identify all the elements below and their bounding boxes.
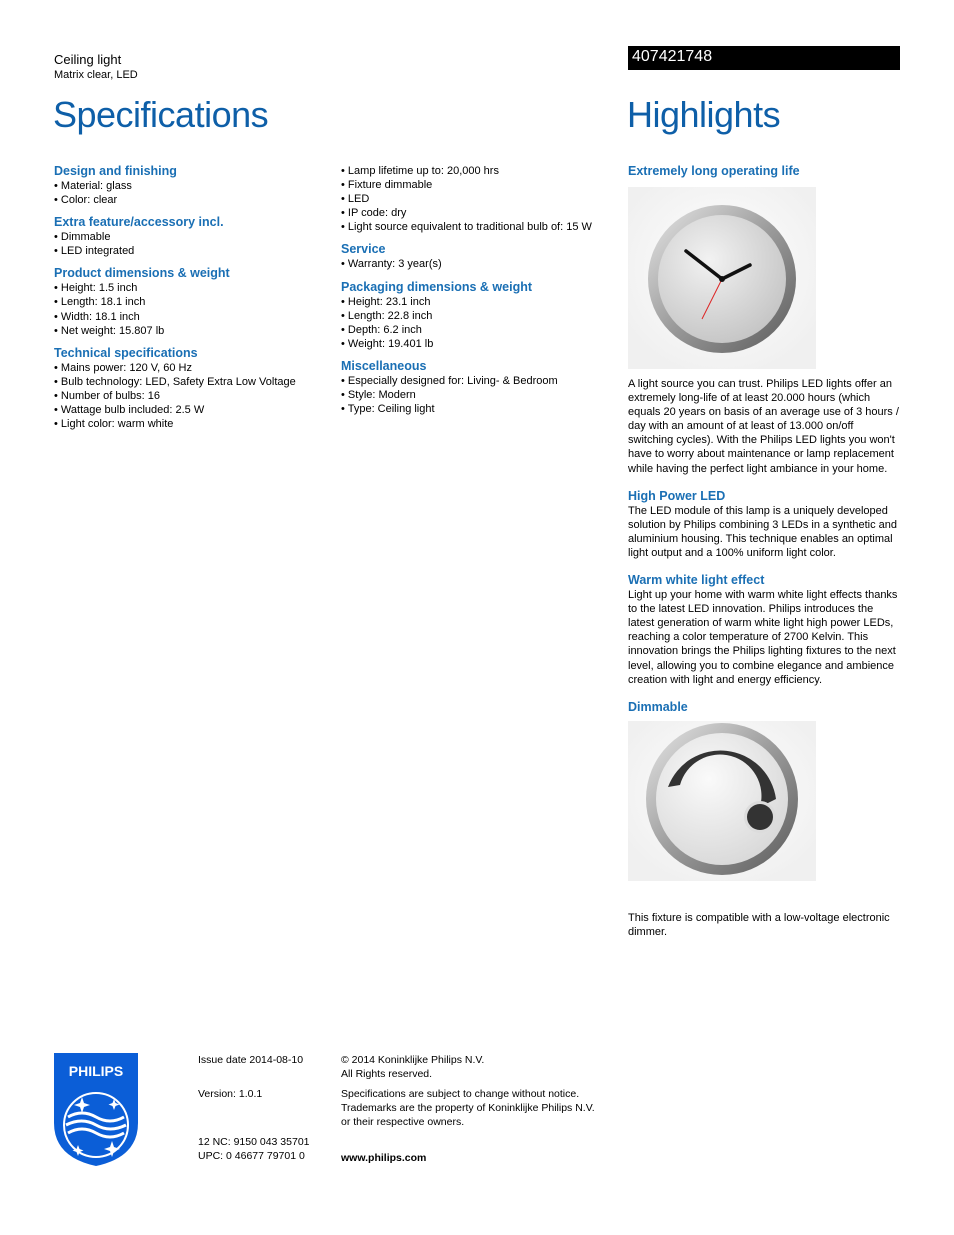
- specs-column-1: [54, 164, 324, 431]
- spec-section-heading: Technical specifications: [54, 345, 198, 360]
- spec-item: • Dimmable: [54, 230, 324, 244]
- highlight-heading-high-power: High Power LED: [628, 488, 726, 503]
- version: Version: 1.0.1: [198, 1088, 263, 1100]
- spec-item: • LED: [341, 192, 621, 206]
- product-subtitle: Matrix clear, LED: [54, 69, 138, 81]
- specs-column-2: [341, 164, 621, 416]
- spec-item: • LED integrated: [54, 244, 324, 258]
- product-code-badge: 407421748: [628, 46, 900, 70]
- spec-item: • Bulb technology: LED, Safety Extra Low Voltage: [54, 375, 324, 389]
- highlight-text-dimmable: This fixture is compatible with a low-voltage electronic dimmer.: [628, 911, 890, 938]
- spec-item: • IP code: dry: [341, 206, 621, 220]
- spec-section-heading: Extra feature/accessory incl.: [54, 215, 224, 230]
- dimmer-image: [628, 721, 816, 903]
- footer-legal: [341, 1053, 595, 1165]
- notice-line-3: or their respective owners.: [341, 1116, 465, 1128]
- spec-item: • Light source equivalent to traditional bulb of: 15 W: [341, 220, 621, 234]
- highlight-text-long-life: A light source you can trust. Philips LED lights offer an extremely long-life of at least 20.000 hours (which equals 20 years on basis of an average use of 3 hours / day with an amount of at least of 13.000 on/off switching cycles). With the Philips LED lights you won't have to worry about maintenance or lamp replacement while having the perfect light ambiance in your home.: [628, 378, 899, 475]
- spec-item: • Color: clear: [54, 193, 324, 207]
- notice-line-1: Specifications are subject to change without notice.: [341, 1088, 580, 1100]
- clock-icon: [628, 187, 816, 369]
- highlights-column: [628, 164, 900, 939]
- spec-item: • Height: 23.1 inch: [341, 295, 621, 309]
- spec-section-heading: Product dimensions & weight: [54, 266, 230, 281]
- spec-item: • Depth: 6.2 inch: [341, 323, 621, 337]
- spec-item: • Style: Modern: [341, 388, 621, 402]
- logo-text: PHILIPS: [68, 1063, 124, 1079]
- highlight-heading-long-life: Extremely long operating life: [628, 164, 800, 178]
- spec-item: • Weight: 19.401 lb: [341, 337, 621, 351]
- spec-item: • Length: 18.1 inch: [54, 295, 324, 309]
- spec-item: • Fixture dimmable: [341, 178, 621, 192]
- philips-logo: [54, 1053, 138, 1166]
- footer-meta: [198, 1053, 310, 1163]
- spec-item: • Height: 1.5 inch: [54, 281, 324, 295]
- spec-section-heading: Miscellaneous: [341, 358, 427, 373]
- dimmer-icon: [628, 721, 816, 881]
- issue-date: Issue date 2014-08-10: [198, 1054, 304, 1066]
- highlights-title: Highlights: [627, 94, 781, 135]
- spec-item: • Warranty: 3 year(s): [341, 257, 621, 271]
- spec-section-heading: Packaging dimensions & weight: [341, 279, 533, 294]
- spec-item: • Mains power: 120 V, 60 Hz: [54, 361, 324, 375]
- copyright: © 2014 Koninklijke Philips N.V.: [341, 1054, 485, 1066]
- upc-number: UPC: 0 46677 79701 0: [198, 1150, 305, 1162]
- spec-item: • Length: 22.8 inch: [341, 309, 621, 323]
- specifications-title: Specifications: [53, 94, 269, 135]
- spec-section-heading: Service: [341, 242, 386, 257]
- highlight-heading-warm-white: Warm white light effect: [628, 573, 765, 588]
- spec-item: • Wattage bulb included: 2.5 W: [54, 403, 324, 417]
- spec-item: • Net weight: 15.807 lb: [54, 324, 324, 338]
- clock-image: [628, 187, 816, 369]
- spec-item: • Light color: warm white: [54, 417, 324, 431]
- rights: All Rights reserved.: [341, 1068, 433, 1080]
- spec-item: • Width: 18.1 inch: [54, 310, 324, 324]
- spec-item: • Number of bulbs: 16: [54, 389, 324, 403]
- spec-item: • Type: Ceiling light: [341, 402, 621, 416]
- spec-item: • Especially designed for: Living- & Bedroom: [341, 374, 621, 388]
- nc-number: 12 NC: 9150 043 35701: [198, 1136, 310, 1148]
- product-type: Ceiling light: [54, 52, 122, 67]
- notice-line-2: Trademarks are the property of Koninklijke Philips N.V.: [341, 1102, 595, 1114]
- spec-section-heading: Design and finishing: [54, 164, 177, 178]
- spec-item: • Lamp lifetime up to: 20,000 hrs: [341, 164, 621, 178]
- highlight-heading-dimmable: Dimmable: [628, 699, 688, 714]
- philips-shield-icon: [54, 1053, 138, 1166]
- highlight-text-high-power: The LED module of this lamp is a uniquely developed solution by Philips combining 3 LEDs in a synthetic and aluminium housing. This technique enables an optimal light output and a 100% uniform light color.: [628, 504, 898, 559]
- website-link[interactable]: www.philips.com: [341, 1152, 427, 1164]
- spec-item: • Material: glass: [54, 179, 324, 193]
- highlight-text-warm-white: Light up your home with warm white light effects thanks to the latest LED innovation. Philips introduces the latest generation of warm white light high power LEDs, reaching a color temperature of 2700 Kelvin. This innovation brings the Philips lighting fixtures to the next level, allowing you to combine elegance and ambience creation with light and energy efficiency.: [628, 589, 898, 686]
